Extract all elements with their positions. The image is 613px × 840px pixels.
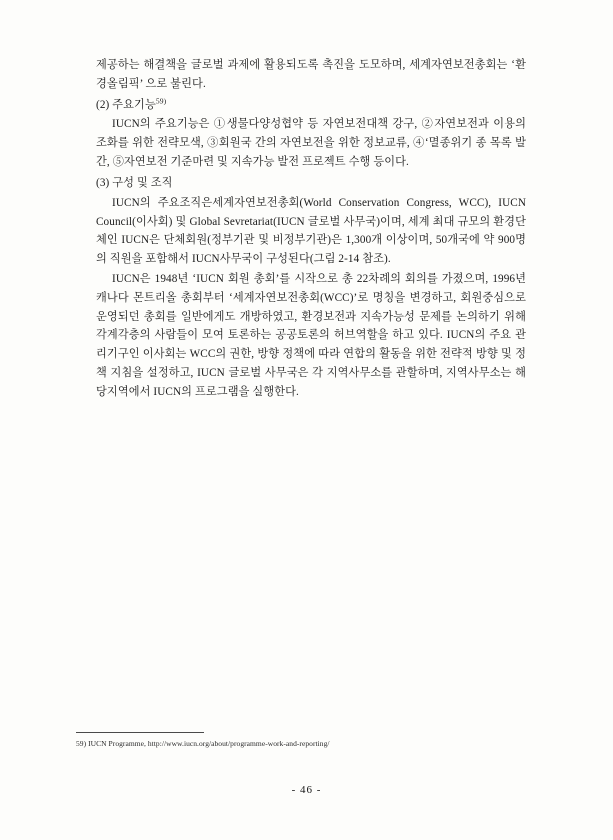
heading-functions [96, 96, 526, 115]
page-body [96, 56, 526, 403]
heading-functions-label: (2) 주요기능 [96, 98, 156, 111]
paragraph-organization: IUCN의 주요조직은세계자연보전총회(World Conservation Congress, WCC), IUCN Council(이사회) 및 Global Sevretariat(IUCN 글로벌 사무국)이며, 세계 최대 규모의 환경단체인 IUCN은 단체회원(정부기관 및 비정부기관)은 1,300개 이상이며, 50개국에 약 900명의 직원을 포함해서 IUCN사무국이 구성된다(그림 2-14 참조). [96, 196, 526, 266]
page-number: - 46 - [291, 784, 322, 796]
footnote-reference-59[interactable]: 59) [155, 95, 167, 105]
paragraph-functions: IUCN의 주요기능은 ①생물다양성협약 등 자연보전대책 강구, ②자연보전과 이용의 조화를 위한 전략모색, ③회원국 간의 자연보전을 위한 정보교류, ④‘멸종위기 종 목록 발간, ⑤자연보전 기준마련 및 지속가능 발전 프로젝트 수행 등이다. [96, 118, 526, 169]
footnote-body[interactable]: IUCN Programme, http://www.iucn.org/about/programme-work-and-reporting/ [88, 739, 330, 748]
heading-organization: (3) 구성 및 조직 [96, 176, 173, 189]
paragraph-intro: 제공하는 해결책을 글로벌 과제에 활용되도록 촉진을 도모하며, 세계자연보전총회는 ‘환경올림픽’ 으로 불린다. [96, 59, 526, 90]
footnote-marker: 59) [76, 739, 87, 748]
footnote-divider [76, 732, 204, 733]
footnote-area [76, 732, 536, 750]
footnote-entry [76, 739, 536, 750]
paragraph-history: IUCN은 1948년 ‘IUCN 회원 총회’를 시작으로 총 22차례의 회의를 가졌으며, 1996년 캐나다 몬트리올 총회부터 ‘세계자연보전총회(WCC)’로 명칭을 변경하고, 회원중심으로 운영되던 총회를 일반에게도 개방하였고, 환경보전과 지속가능성 문제를 논의하기 위해 각계각층의 사람들이 모여 토론하는 공공토론의 허브역할을 하고 있다. IUCN의 주요 관리기구인 이사회는 WCC의 권한, 방향 정책에 따라 연합의 활동을 위한 전략적 방향 및 정책 지침을 설정하고, IUCN 글로벌 사무국은 각 지역사무소를 관할하며, 지역사무소는 해당지역에서 IUCN의 프로그램을 실행한다. [96, 272, 526, 398]
